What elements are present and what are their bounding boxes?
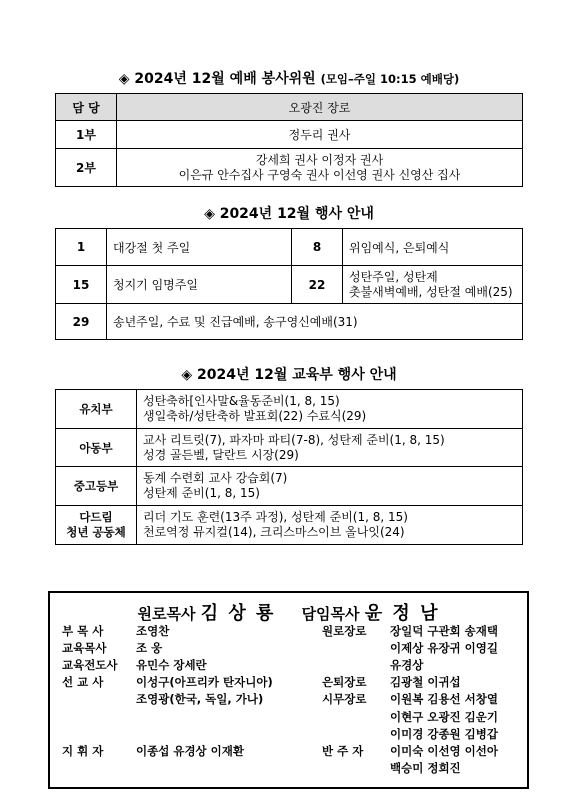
staff-role: 선 교 사 (62, 675, 104, 689)
staff-names: 이미숙 이선영 이선아 (390, 744, 498, 758)
staff-role: 교육목사 (62, 641, 107, 655)
staff-left-row (62, 623, 169, 639)
education-detail (137, 467, 523, 506)
events-title: ◈ 2024년 12월 행사 안내 (204, 206, 374, 222)
event-date: 15 (56, 266, 107, 304)
staff-names: 조영찬 (136, 624, 170, 638)
education-category (56, 506, 137, 545)
staff-head (50, 599, 527, 625)
staff-right-row (322, 743, 498, 759)
event-text: 위임예식, 은퇴예식 (343, 229, 523, 266)
education-line: 리더 기도 훈련(13주 과정), 성탄제 준비(1, 8, 15) (143, 510, 408, 524)
staff-role: 원로장로 (322, 624, 367, 638)
staff-left-row (62, 657, 207, 673)
staff-names-continued: 이현구 오광진 김운기 (390, 710, 498, 724)
senior-pastor-emeritus-name: 김 상 룡 (200, 603, 276, 624)
service-title-text: ◈ 2024년 12월 예배 봉사위원 (118, 71, 316, 87)
staff-names: 이성구(아프리카 탄자니아) (136, 675, 273, 689)
staff-names: 장일덕 구관회 송재택 (390, 624, 498, 638)
event-text-line: 성탄주일, 성탄제 (349, 269, 438, 284)
education-category-line: 청년 공동체 (66, 525, 126, 539)
senior-pastor-emeritus-label: 원로목사 (137, 605, 196, 623)
service-row-label: 2부 (56, 149, 117, 187)
education-category-line: 다드림 (79, 510, 113, 524)
service-row-names: 정두리 권사 (117, 121, 523, 149)
education-line: 동계 수련회 교사 강습회(7) (143, 471, 288, 485)
education-line: 천로역정 뮤지컬(14), 크리스마스이브 올나잇(24) (143, 525, 405, 539)
event-text: 대강절 첫 주일 (107, 229, 292, 266)
education-detail (137, 390, 523, 429)
service-title (0, 68, 578, 88)
staff-names: 이종섭 유경상 이재환 (136, 744, 244, 758)
staff-names-continued: 이미경 강종원 김병갑 (390, 727, 498, 741)
staff-right-row (322, 691, 498, 707)
staff-role: 교육전도사 (62, 658, 118, 672)
service-subtitle: (모임–주일 10:15 예배당) (320, 72, 460, 86)
staff-role: 반 주 자 (322, 744, 364, 758)
staff-names: 조 웅 (136, 641, 163, 655)
staff-names-continued: 백승미 정희진 (390, 761, 461, 775)
staff-role: 부 목 사 (62, 624, 104, 638)
staff-role: 지 휘 자 (62, 744, 104, 758)
staff-role: 은퇴장로 (322, 675, 367, 689)
staff-names: 김광철 이귀섭 (390, 675, 461, 689)
staff-right-row (322, 623, 498, 639)
staff-left-row (62, 743, 244, 759)
service-row-names (117, 149, 523, 187)
event-date: 8 (292, 229, 343, 266)
staff-names-continued: 이제상 유장귀 이영길 (390, 641, 498, 655)
education-category: 아동부 (56, 429, 137, 467)
service-name-line: 강세희 권사 이정자 권사 (255, 152, 384, 167)
event-text: 송년주일, 수료 및 진급예배, 송구영신예배(31) (107, 304, 523, 340)
service-header-value: 오광진 장로 (117, 94, 523, 121)
education-table (55, 389, 523, 545)
senior-pastor-label: 담임목사 (301, 605, 360, 623)
staff-names: 유민수 장세란 (136, 658, 207, 672)
staff-left-row (62, 674, 273, 690)
staff-left-row (62, 640, 162, 656)
education-line: 성경 골든벨, 달란트 시장(29) (143, 447, 299, 462)
event-text (343, 266, 523, 304)
education-detail (137, 506, 523, 545)
event-text: 청지기 임명주일 (107, 266, 292, 304)
education-line: 성탄축하[인사말&율동준비(1, 8, 15) (143, 394, 340, 408)
staff-names-continued: 유경상 (390, 658, 424, 672)
service-name-line: 이은규 안수집사 구영숙 권사 이선영 권사 신영산 집사 (178, 167, 461, 182)
education-category: 유치부 (56, 390, 137, 429)
staff-names-continued: 조영광(한국, 독일, 가나) (136, 692, 264, 706)
service-table (55, 93, 523, 187)
event-date: 1 (56, 229, 107, 266)
event-date: 29 (56, 304, 107, 340)
education-category: 중고등부 (56, 467, 137, 506)
events-table (55, 228, 523, 340)
service-row-label: 1부 (56, 121, 117, 149)
event-text-line: 촛불새벽예배, 성탄절 예배(25) (349, 284, 513, 299)
staff-names: 이원복 김용선 서창열 (390, 692, 498, 706)
education-detail (137, 429, 523, 467)
education-title: ◈ 2024년 12월 교육부 행사 안내 (181, 367, 397, 383)
senior-pastor-name: 윤 정 남 (364, 603, 440, 624)
staff-right-row (322, 674, 461, 690)
staff-role: 시무장로 (322, 692, 367, 706)
event-date: 22 (292, 266, 343, 304)
service-header-label: 담 당 (56, 94, 117, 121)
education-line: 생일축하/성탄축하 발표회(22) 수료식(29) (143, 409, 367, 423)
staff-box (48, 591, 529, 789)
education-line: 교사 리트릿(7), 파자마 파티(7-8), 성탄제 준비(1, 8, 15) (143, 432, 445, 447)
education-line: 성탄제 준비(1, 8, 15) (143, 486, 260, 500)
